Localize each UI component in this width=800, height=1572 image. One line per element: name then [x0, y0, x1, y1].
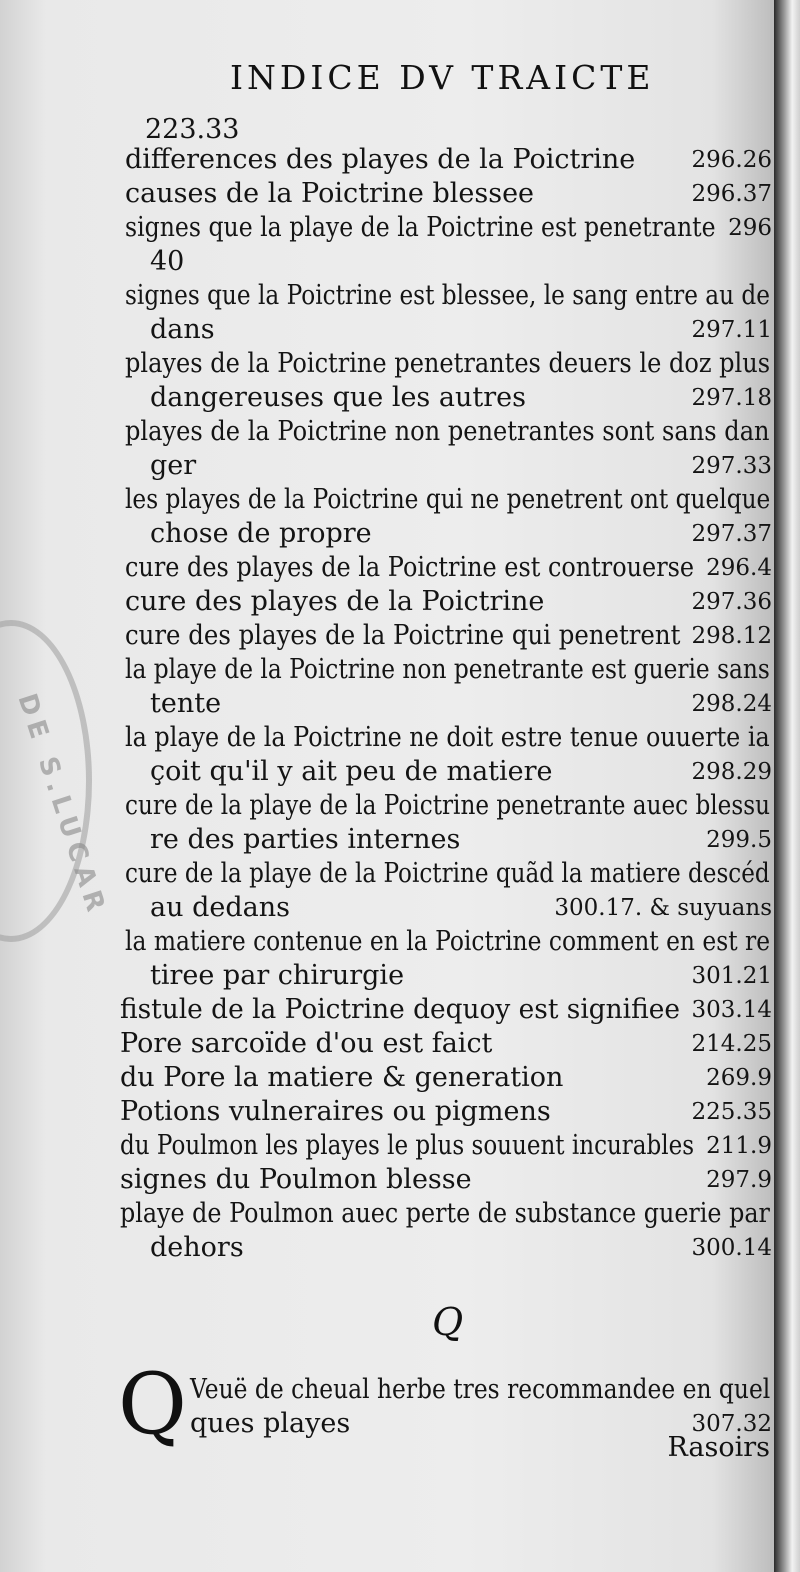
index-entry [0, 652, 774, 688]
index-entry [0, 720, 774, 756]
entry-text: au dedans [150, 892, 290, 923]
entry-text: cure des playes de la Poictrine qui penetrent [125, 620, 681, 651]
index-entry [0, 244, 774, 280]
index-entry [0, 210, 774, 246]
index-entry [0, 1196, 774, 1232]
entry-page-ref: 297.37 [691, 521, 772, 547]
entry-page-ref: 297.9 [706, 1167, 772, 1193]
entry-text: signes que la playe de la Poictrine est penetrante [125, 212, 716, 243]
index-entry [0, 992, 774, 1028]
entry-text: differences des playes de la Poictrine [125, 144, 636, 175]
entry-text: tiree par chirurgie [150, 960, 405, 991]
index-entry [0, 924, 774, 960]
entry-text: signes que la Poictrine est blessee, le sang entre au de [125, 280, 770, 311]
entry-text: cure de la playe de la Poictrine quãd la matiere descéd [125, 858, 770, 889]
entry-text: çoit qu'il y ait peu de matiere [150, 756, 553, 787]
entry-text: les playes de la Poictrine qui ne penetrent ont quelque [125, 484, 771, 515]
entry-page-ref: 300.17. & suyuans [554, 895, 772, 921]
entry-page-ref: 299.5 [706, 827, 772, 853]
index-entry [0, 686, 774, 722]
entry-text: 223.33 [145, 114, 240, 145]
entry-text: cure des playes de la Poictrine est controuerse [125, 552, 695, 583]
entry-text: dehors [150, 1232, 244, 1263]
entry-page-ref: 307.32 [691, 1411, 772, 1437]
index-entry [0, 584, 774, 620]
entry-text: cure de la playe de la Poictrine penetrante auec blessu [125, 790, 771, 821]
entry-page-ref: 296.4 [706, 555, 772, 581]
index-entry [0, 856, 774, 892]
entry-page-ref: 296.26 [691, 147, 772, 173]
entry-text: signes du Poulmon blesse [120, 1164, 472, 1195]
entry-text: Potions vulneraires ou pigmens [120, 1096, 551, 1127]
entry-text: ger [150, 450, 197, 481]
index-entry [0, 312, 774, 348]
entry-text: Veuë de cheual herbe tres recommandee en quel [190, 1374, 771, 1405]
index-entry [0, 1162, 774, 1198]
book-gutter [774, 0, 800, 1572]
entry-text: la matiere contenue en la Poictrine comment en est re [125, 926, 771, 957]
entry-text: chose de propre [150, 518, 372, 549]
entry-text: playes de la Poictrine penetrantes deuers le doz plus [125, 348, 771, 379]
entry-page-ref: 298.24 [691, 691, 772, 717]
entry-page-ref: 297.18 [691, 385, 772, 411]
entry-text: fistule de la Poictrine dequoy est signifiee [120, 994, 680, 1025]
entry-text: re des parties internes [150, 824, 461, 855]
index-entry [0, 346, 774, 382]
dropcap-letter: Q [118, 1355, 187, 1453]
entry-page-ref: 300.14 [691, 1235, 772, 1261]
entry-text: dangereuses que les autres [150, 382, 526, 413]
library-stamp-lettering: DE S.LUCAR [11, 690, 112, 921]
index-entry [0, 1128, 774, 1164]
entry-page-ref: 298.12 [691, 623, 772, 649]
index-entry [0, 1372, 774, 1408]
entry-page-ref: 298.29 [691, 759, 772, 785]
section-letter: Q [432, 1300, 464, 1344]
entry-text: cure des playes de la Poictrine [125, 586, 545, 617]
index-entry [0, 1094, 774, 1130]
entry-text: playes de la Poictrine non penetrantes sont sans dan [125, 416, 770, 447]
index-entry [0, 142, 774, 178]
entry-text: causes de la Poictrine blessee [125, 178, 535, 209]
entry-text: la playe de la Poictrine ne doit estre tenue ouuerte ia [125, 722, 770, 753]
entry-text: 40 [150, 246, 185, 277]
entry-page-ref: 303.14 [691, 997, 772, 1023]
catchword: Rasoirs [667, 1432, 770, 1463]
index-entry [0, 1060, 774, 1096]
index-entry [0, 414, 774, 450]
entry-text: tente [150, 688, 222, 719]
entry-page-ref: 297.36 [691, 589, 772, 615]
entry-text: playe de Poulmon auec perte de substance guerie par [120, 1198, 770, 1229]
entry-page-ref: 296.37 [691, 181, 772, 207]
entry-text: Pore sarcoïde d'ou est faict [120, 1028, 493, 1059]
entry-page-ref: 225.35 [691, 1099, 772, 1125]
index-entry [0, 380, 774, 416]
index-entry [0, 822, 774, 858]
index-entry [0, 176, 774, 212]
index-entry [0, 788, 774, 824]
index-entry [0, 1026, 774, 1062]
index-entry [0, 516, 774, 552]
index-entry [0, 1230, 774, 1266]
index-entry [0, 482, 774, 518]
index-entry [0, 448, 774, 484]
index-entry [0, 278, 774, 314]
index-entry [0, 754, 774, 790]
entry-page-ref: 296 [728, 215, 772, 241]
running-head: INDICE DV TRAICTE [230, 58, 655, 97]
entry-page-ref: 269.9 [706, 1065, 772, 1091]
index-entry [0, 890, 774, 926]
entry-text: du Pore la matiere & generation [120, 1062, 564, 1093]
entry-text: ques playes [190, 1408, 351, 1439]
entry-text: du Poulmon les playes le plus souuent incurables [120, 1130, 695, 1161]
entry-page-ref: 301.21 [691, 963, 772, 989]
entry-page-ref: 214.25 [691, 1031, 772, 1057]
index-entry [0, 550, 774, 586]
entry-page-ref: 211.9 [706, 1133, 772, 1159]
index-entry [0, 1406, 774, 1442]
entry-page-ref: 297.33 [691, 453, 772, 479]
entry-text: dans [150, 314, 215, 345]
index-entry [0, 618, 774, 654]
entry-page-ref: 297.11 [691, 317, 772, 343]
index-entry [0, 958, 774, 994]
entry-text: la playe de la Poictrine non penetrante est guerie sans [125, 654, 770, 685]
